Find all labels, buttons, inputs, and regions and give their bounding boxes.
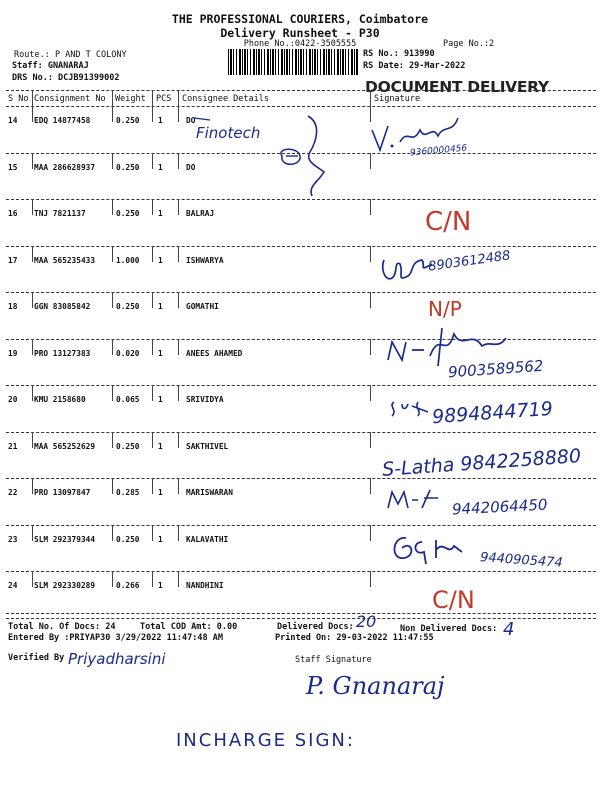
row-rule bbox=[6, 525, 596, 526]
cell-pcs: 1 bbox=[158, 395, 163, 404]
cell-pcs: 1 bbox=[158, 255, 163, 265]
header-top-rule bbox=[6, 90, 596, 91]
row-rule bbox=[6, 571, 596, 572]
col-divider bbox=[32, 199, 33, 215]
cell-consignee: ISHWARYA bbox=[186, 255, 224, 265]
header-bottom-rule bbox=[6, 106, 596, 107]
cell-pcs: 1 bbox=[158, 441, 163, 451]
non-delivered-value: 4 bbox=[503, 619, 515, 640]
cell-sno: 24 bbox=[8, 581, 18, 590]
cell-sno: 14 bbox=[8, 116, 18, 125]
signature-row-22 bbox=[384, 486, 444, 514]
signature-row-20 bbox=[388, 396, 438, 420]
col-divider bbox=[152, 339, 153, 355]
cell-pcs: 1 bbox=[158, 302, 163, 311]
col-divider bbox=[370, 339, 371, 355]
col-divider bbox=[370, 153, 371, 169]
row-rule bbox=[6, 385, 596, 386]
runsheet-subtitle: Delivery Runsheet - P30 bbox=[220, 26, 380, 40]
col-divider bbox=[152, 292, 153, 308]
col-divider bbox=[152, 525, 153, 541]
cell-consignee: ANEES AHAMED bbox=[186, 348, 243, 358]
drs-number: DRS No.: DCJB91399002 bbox=[12, 73, 120, 83]
handwritten-row-21: S-Latha 9842258880 bbox=[381, 445, 582, 481]
handwritten-cn-16: C/N bbox=[425, 207, 472, 237]
cell-consignment-no: KMU 2158680 bbox=[34, 395, 86, 404]
col-divider bbox=[112, 199, 113, 215]
number-row-20: 9894844719 bbox=[431, 397, 554, 429]
col-divider bbox=[112, 432, 113, 448]
cell-consignment-no: MAA 565252629 bbox=[34, 441, 96, 451]
col-divider bbox=[112, 106, 113, 122]
cell-consignment-no: SLM 292330289 bbox=[34, 581, 96, 590]
cell-consignee: BALRAJ bbox=[186, 209, 215, 218]
col-divider bbox=[32, 385, 33, 401]
printed-on: Printed On: 29-03-2022 11:47:55 bbox=[275, 633, 434, 643]
number-row-22: 9442064450 bbox=[451, 495, 548, 519]
col-divider bbox=[178, 199, 179, 215]
row-rule bbox=[6, 246, 596, 247]
cell-consignee: NANDHINI bbox=[186, 581, 224, 590]
cell-sno: 20 bbox=[8, 395, 18, 404]
incharge-sign: INCHARGE SIGN: bbox=[176, 730, 355, 751]
rs-number: RS No.: 913990 bbox=[363, 49, 435, 59]
col-divider bbox=[152, 246, 153, 262]
col-divider bbox=[112, 571, 113, 587]
col-divider bbox=[178, 90, 179, 106]
cell-sno: 16 bbox=[8, 209, 18, 218]
barcode bbox=[228, 49, 358, 75]
col-divider bbox=[112, 478, 113, 494]
col-divider bbox=[32, 525, 33, 541]
col-divider bbox=[152, 90, 153, 106]
handwritten-cn-24: C/N bbox=[432, 586, 475, 614]
cell-pcs: 1 bbox=[158, 116, 163, 125]
col-divider bbox=[370, 432, 371, 448]
cell-consignment-no: TNJ 7821137 bbox=[34, 209, 86, 218]
cell-consignment-no: SLM 292379344 bbox=[34, 534, 96, 544]
verified-by-label: Verified By bbox=[8, 653, 65, 663]
col-divider bbox=[112, 385, 113, 401]
cell-sno: 22 bbox=[8, 488, 18, 497]
handwritten-np-18: N/P bbox=[428, 297, 462, 321]
row-rule bbox=[6, 292, 596, 293]
verified-by-signature: Priyadharsini bbox=[68, 650, 166, 668]
cell-sno: 17 bbox=[8, 255, 18, 265]
col-consignment: Consignment No bbox=[34, 94, 106, 104]
cell-consignee: SAKTHIVEL bbox=[186, 441, 229, 451]
col-divider bbox=[152, 106, 153, 122]
col-divider bbox=[178, 432, 179, 448]
col-divider bbox=[152, 385, 153, 401]
col-divider bbox=[178, 478, 179, 494]
cell-weight: 0.250 bbox=[116, 116, 140, 125]
brace-scribble bbox=[190, 112, 330, 202]
document-delivery-stamp: DOCUMENT DELIVERY bbox=[365, 78, 549, 96]
staff-signature-label: Staff Signature bbox=[295, 655, 372, 665]
col-divider bbox=[112, 292, 113, 308]
cell-weight: 0.065 bbox=[116, 395, 140, 404]
cell-weight: 0.250 bbox=[116, 302, 140, 311]
col-divider bbox=[178, 106, 179, 122]
non-delivered-label: Non Delivered Docs: bbox=[400, 624, 498, 634]
handwritten-consignee-note: Finotech bbox=[196, 124, 261, 142]
cell-consignment-no: GGN 83085842 bbox=[34, 302, 91, 311]
phone-number: Phone No.:0422-3505555 bbox=[243, 39, 357, 49]
cell-pcs: 1 bbox=[158, 348, 163, 358]
col-divider bbox=[32, 292, 33, 308]
cell-sno: 19 bbox=[8, 348, 18, 358]
company-title: THE PROFESSIONAL COURIERS, Coimbatore bbox=[171, 12, 429, 26]
cell-weight: 0.250 bbox=[116, 534, 140, 544]
cell-consignment-no: EDQ 14877458 bbox=[34, 116, 91, 125]
col-sno: S No bbox=[8, 94, 29, 104]
cell-consignee: SRIVIDYA bbox=[186, 395, 224, 404]
total-cod: Total COD Amt: 0.00 bbox=[140, 622, 238, 632]
col-divider bbox=[152, 153, 153, 169]
cell-weight: 0.020 bbox=[116, 348, 140, 358]
cell-weight: 1.000 bbox=[116, 255, 140, 265]
cell-consignee: MARISWARAN bbox=[186, 488, 233, 497]
col-divider bbox=[112, 339, 113, 355]
signature-row-14-number: 9360000456 bbox=[409, 143, 468, 159]
col-divider bbox=[112, 153, 113, 169]
col-divider bbox=[370, 90, 371, 106]
col-divider bbox=[178, 525, 179, 541]
col-divider bbox=[32, 478, 33, 494]
rs-date: RS Date: 29-Mar-2022 bbox=[363, 61, 466, 71]
col-divider bbox=[32, 339, 33, 355]
route: Route.: P AND T COLONY bbox=[14, 50, 127, 60]
cell-consignee: KALAVATHI bbox=[186, 534, 229, 544]
cell-consignment-no: MAA 565235433 bbox=[34, 255, 96, 265]
delivered-docs-value: 20 bbox=[356, 612, 377, 631]
cell-pcs: 1 bbox=[158, 162, 163, 172]
col-divider bbox=[152, 571, 153, 587]
col-divider bbox=[112, 246, 113, 262]
page-number: Page No.:2 bbox=[443, 39, 495, 49]
cell-consignee: DO bbox=[186, 162, 196, 172]
number-row-19: 9003589562 bbox=[447, 356, 544, 382]
col-divider bbox=[178, 385, 179, 401]
row-rule bbox=[6, 432, 596, 433]
cell-sno: 21 bbox=[8, 441, 18, 451]
cell-consignment-no: PRO 13127383 bbox=[34, 348, 91, 358]
cell-weight: 0.250 bbox=[116, 441, 140, 451]
cell-sno: 15 bbox=[8, 162, 18, 172]
cell-pcs: 1 bbox=[158, 488, 163, 497]
number-row-23: 9440905474 bbox=[479, 550, 564, 571]
signature-row-23 bbox=[388, 530, 478, 566]
col-divider bbox=[178, 153, 179, 169]
total-docs: Total No. Of Docs: 24 bbox=[8, 622, 116, 632]
staff: Staff: GNANARAJ bbox=[12, 61, 89, 71]
col-divider bbox=[32, 571, 33, 587]
cell-pcs: 1 bbox=[158, 209, 163, 218]
col-divider bbox=[152, 432, 153, 448]
col-divider bbox=[32, 432, 33, 448]
entered-by: Entered By :PRIYAP30 3/29/2022 11:47:48 AM bbox=[8, 633, 223, 643]
cell-pcs: 1 bbox=[158, 581, 163, 590]
col-consignee: Consignee Details bbox=[182, 94, 269, 104]
col-divider bbox=[112, 90, 113, 106]
delivered-docs-label: Delivered Docs: bbox=[277, 622, 354, 632]
col-divider bbox=[32, 90, 33, 106]
col-divider bbox=[152, 478, 153, 494]
col-divider bbox=[370, 385, 371, 401]
cell-sno: 23 bbox=[8, 534, 18, 544]
col-divider bbox=[112, 525, 113, 541]
col-divider bbox=[152, 199, 153, 215]
cell-consignment-no: MAA 286628937 bbox=[34, 162, 96, 172]
col-divider bbox=[370, 199, 371, 215]
cell-consignee: DO bbox=[186, 116, 196, 125]
cell-weight: 0.250 bbox=[116, 209, 140, 218]
number-row-17: 8903612488 bbox=[427, 248, 512, 275]
col-divider bbox=[370, 478, 371, 494]
footer-rule bbox=[6, 613, 596, 614]
row-rule bbox=[6, 478, 596, 479]
col-divider bbox=[32, 246, 33, 262]
col-divider bbox=[370, 292, 371, 308]
staff-signature: P. Gnanaraj bbox=[306, 672, 445, 700]
col-pcs: PCS bbox=[156, 94, 172, 104]
cell-pcs: 1 bbox=[158, 534, 163, 544]
cell-weight: 0.266 bbox=[116, 581, 140, 590]
col-signature: Signature bbox=[374, 94, 421, 104]
cell-weight: 0.285 bbox=[116, 488, 140, 497]
col-divider bbox=[178, 339, 179, 355]
col-divider bbox=[178, 246, 179, 262]
cell-weight: 0.250 bbox=[116, 162, 140, 172]
col-divider bbox=[370, 525, 371, 541]
col-divider bbox=[370, 571, 371, 587]
col-divider bbox=[178, 571, 179, 587]
col-divider bbox=[32, 153, 33, 169]
col-weight: Weight bbox=[115, 94, 146, 104]
col-divider bbox=[178, 292, 179, 308]
cell-consignment-no: PRO 13097847 bbox=[34, 488, 91, 497]
col-divider bbox=[370, 246, 371, 262]
cell-sno: 18 bbox=[8, 302, 18, 311]
cell-consignee: GOMATHI bbox=[186, 302, 219, 311]
col-divider bbox=[32, 106, 33, 122]
